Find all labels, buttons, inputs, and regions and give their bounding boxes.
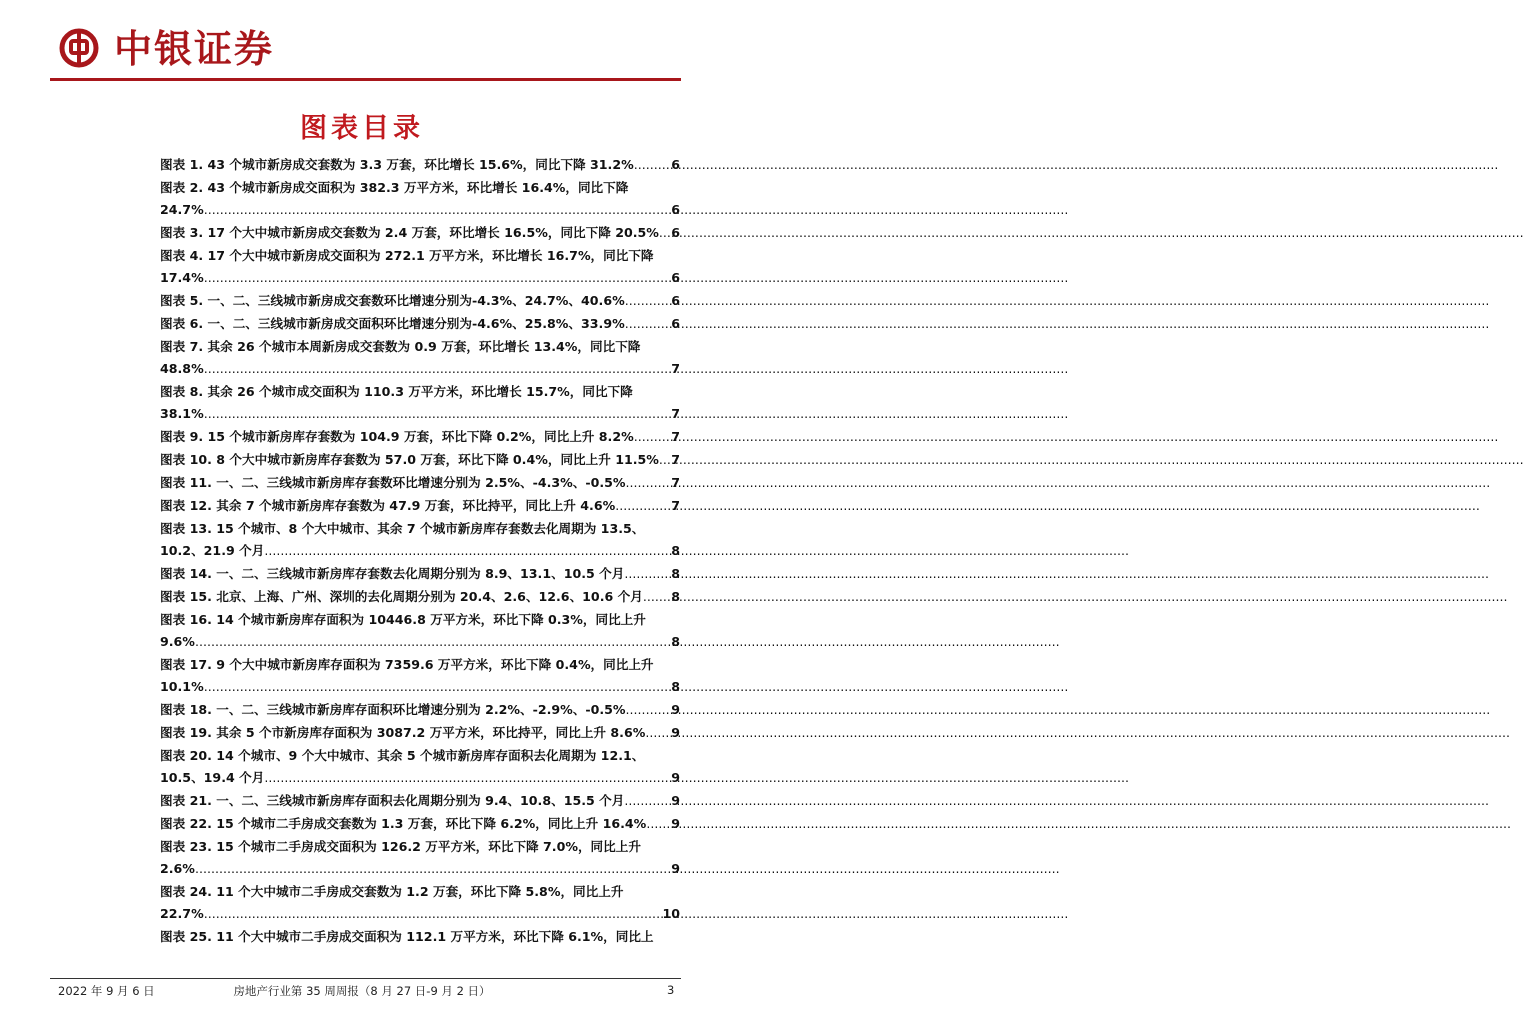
toc-entry-text: 图表 9. 15 个城市新房库存套数为 104.9 万套，环比下降 0.2%，同比上升 8.2% xyxy=(160,429,634,444)
page-header xyxy=(0,0,724,90)
toc-entry[interactable] xyxy=(160,381,680,425)
toc-entry-text: 图表 8. 其余 26 个城市成交面积为 110.3 万平方米，环比增长 15.7%，同比下降 xyxy=(160,384,633,399)
toc-entry[interactable] xyxy=(160,154,680,176)
toc-entry-text: 图表 11. 一、二、三线城市新房库存套数环比增速分别为 2.5%、-4.3%、-0.5% xyxy=(160,475,626,490)
toc-entry-text-continued: 38.1% xyxy=(160,406,204,421)
toc-page-number: 9 xyxy=(671,861,680,876)
toc-page-number: 6 xyxy=(671,225,680,240)
dot-leader xyxy=(643,586,671,608)
dot-leader xyxy=(646,813,671,835)
toc-entry[interactable] xyxy=(160,290,680,312)
toc-entry[interactable] xyxy=(160,518,680,562)
toc-page-number: 8 xyxy=(671,566,680,581)
dot-leader xyxy=(626,699,672,721)
toc-entry-text: 图表 21. 一、二、三线城市新房库存面积去化周期分别为 9.4、10.8、15.5 个月 xyxy=(160,793,625,808)
dot-leader xyxy=(204,903,663,925)
toc-entry-text-continued: 17.4% xyxy=(160,270,204,285)
toc-page-number: 7 xyxy=(671,429,680,444)
toc-entry-text: 图表 7. 其余 26 个城市本周新房成交套数为 0.9 万套，环比增长 13.4%，同比下降 xyxy=(160,339,641,354)
toc-entry-text: 图表 3. 17 个大中城市新房成交套数为 2.4 万套，环比增长 16.5%，同比下降 20.5% xyxy=(160,225,659,240)
toc-page-number: 6 xyxy=(671,316,680,331)
dot-leader xyxy=(204,199,672,221)
toc-page-number: 8 xyxy=(671,679,680,694)
toc-entry[interactable] xyxy=(160,472,680,494)
toc-entry[interactable] xyxy=(160,609,680,653)
table-of-figures xyxy=(160,154,680,949)
toc-entry-text-continued: 10.2、21.9 个月 xyxy=(160,543,265,558)
toc-page-number: 7 xyxy=(671,406,680,421)
toc-page-number: 6 xyxy=(671,270,680,285)
toc-entry-text: 图表 25. 11 个大中城市二手房成交面积为 112.1 万平方米，环比下降 6.1%，同比上 xyxy=(160,929,654,944)
dot-leader xyxy=(264,540,671,562)
toc-page-number: 6 xyxy=(671,157,680,172)
header-divider xyxy=(50,78,681,81)
toc-page-number: 8 xyxy=(671,543,680,558)
dot-leader xyxy=(659,449,671,471)
toc-entry-text: 图表 6. 一、二、三线城市新房成交面积环比增速分别为-4.6%、25.8%、33.9% xyxy=(160,316,625,331)
toc-entry[interactable] xyxy=(160,336,680,380)
dot-leader xyxy=(625,313,672,335)
toc-entry-text: 图表 17. 9 个大中城市新房库存面积为 7359.6 万平方米，环比下降 0.4%，同比上升 xyxy=(160,657,654,672)
toc-entry-text: 图表 1. 43 个城市新房成交套数为 3.3 万套，环比增长 15.6%，同比下降 31.2% xyxy=(160,157,634,172)
toc-entry[interactable] xyxy=(160,177,680,221)
dot-leader xyxy=(659,222,671,244)
toc-entry[interactable] xyxy=(160,563,680,585)
dot-leader xyxy=(195,858,671,880)
bank-of-china-logo-icon xyxy=(59,28,99,68)
toc-entry-text-continued: 48.8% xyxy=(160,361,204,376)
toc-entry-text: 图表 4. 17 个大中城市新房成交面积为 272.1 万平方米，环比增长 16.7%，同比下降 xyxy=(160,248,654,263)
toc-entry-text-continued: 9.6% xyxy=(160,634,195,649)
page-title: 图表目录 xyxy=(300,113,424,144)
dot-leader xyxy=(626,472,672,494)
toc-entry[interactable] xyxy=(160,495,680,517)
dot-leader xyxy=(264,767,671,789)
footer-divider xyxy=(50,978,681,979)
toc-entry[interactable] xyxy=(160,881,680,925)
toc-entry-text: 图表 23. 15 个城市二手房成交面积为 126.2 万平方米，环比下降 7.0%，同比上升 xyxy=(160,839,641,854)
toc-page-number: 9 xyxy=(671,770,680,785)
toc-entry[interactable] xyxy=(160,722,680,744)
toc-page-number: 7 xyxy=(671,361,680,376)
dot-leader xyxy=(195,631,671,653)
toc-entry[interactable] xyxy=(160,813,680,835)
dot-leader xyxy=(204,676,672,698)
toc-entry-text: 图表 16. 14 个城市新房库存面积为 10446.8 万平方米，环比下降 0.3%，同比上升 xyxy=(160,612,646,627)
dot-leader xyxy=(634,426,672,448)
dot-leader xyxy=(634,154,672,176)
toc-entry-text-continued: 10.1% xyxy=(160,679,204,694)
toc-entry[interactable] xyxy=(160,790,680,812)
toc-entry-text: 图表 22. 15 个城市二手房成交套数为 1.3 万套，环比下降 6.2%，同比上升 16.4% xyxy=(160,816,647,831)
toc-page-number: 7 xyxy=(671,475,680,490)
toc-entry-text: 图表 19. 其余 5 个市新房库存面积为 3087.2 万平方米，环比持平，同比上升 8.6% xyxy=(160,725,646,740)
toc-page-number: 10 xyxy=(662,906,680,921)
dot-leader xyxy=(204,358,672,380)
toc-page-number: 7 xyxy=(671,452,680,467)
toc-page-number: 6 xyxy=(671,202,680,217)
toc-entry[interactable] xyxy=(160,654,680,698)
toc-entry-text: 图表 12. 其余 7 个城市新房库存套数为 47.9 万套，环比持平，同比上升 4.6% xyxy=(160,498,616,513)
dot-leader xyxy=(204,403,672,425)
toc-entry-text: 图表 20. 14 个城市、9 个大中城市、其余 5 个城市新房库存面积去化周期为 12.1、 xyxy=(160,748,645,763)
dot-leader xyxy=(625,290,672,312)
toc-entry-text: 图表 15. 北京、上海、广州、深圳的去化周期分别为 20.4、2.6、12.6、10.6 个月 xyxy=(160,589,643,604)
footer-page-number: 3 xyxy=(667,983,675,997)
toc-page-number: 8 xyxy=(671,589,680,604)
toc-page-number: 7 xyxy=(671,498,680,513)
dot-leader xyxy=(615,495,671,517)
toc-entry-text: 图表 18. 一、二、三线城市新房库存面积环比增速分别为 2.2%、-2.9%、-0.5% xyxy=(160,702,626,717)
toc-entry[interactable] xyxy=(160,586,680,608)
toc-entry-text: 图表 5. 一、二、三线城市新房成交套数环比增速分别为-4.3%、24.7%、40.6% xyxy=(160,293,625,308)
toc-entry[interactable] xyxy=(160,699,680,721)
brand-name: 中银证券 xyxy=(114,26,275,71)
footer-report-title: 房地产行业第 35 周周报（8 月 27 日-9 月 2 日） xyxy=(233,984,491,998)
toc-page-number: 9 xyxy=(671,725,680,740)
dot-leader xyxy=(645,722,671,744)
toc-entry-text-continued: 24.7% xyxy=(160,202,204,217)
toc-entry[interactable] xyxy=(160,426,680,448)
dot-leader xyxy=(624,790,671,812)
toc-entry[interactable] xyxy=(160,222,680,244)
toc-entry[interactable] xyxy=(160,245,680,289)
toc-entry-text: 图表 24. 11 个大中城市二手房成交套数为 1.2 万套，环比下降 5.8%，同比上升 xyxy=(160,884,624,899)
toc-entry[interactable] xyxy=(160,745,680,789)
dot-leader xyxy=(624,563,671,585)
toc-entry-text-continued: 2.6% xyxy=(160,861,195,876)
toc-entry-text: 图表 13. 15 个城市、8 个大中城市、其余 7 个城市新房库存套数去化周期为 13.5、 xyxy=(160,521,645,536)
toc-entry[interactable] xyxy=(160,449,680,471)
footer-date: 2022 年 9 月 6 日 xyxy=(58,984,155,998)
toc-entry[interactable] xyxy=(160,313,680,335)
toc-page-number: 9 xyxy=(671,793,680,808)
toc-entry[interactable] xyxy=(160,836,680,880)
toc-page-number: 9 xyxy=(671,702,680,717)
toc-entry-text: 图表 10. 8 个大中城市新房库存套数为 57.0 万套，环比下降 0.4%，同比上升 11.5% xyxy=(160,452,659,467)
toc-page-number: 8 xyxy=(671,634,680,649)
toc-entry-text: 图表 14. 一、二、三线城市新房库存套数去化周期分别为 8.9、13.1、10.5 个月 xyxy=(160,566,625,581)
toc-entry[interactable] xyxy=(160,926,680,948)
toc-page-number: 6 xyxy=(671,293,680,308)
toc-entry-text: 图表 2. 43 个城市新房成交面积为 382.3 万平方米，环比增长 16.4%，同比下降 xyxy=(160,180,629,195)
dot-leader xyxy=(204,267,672,289)
toc-entry-text-continued: 10.5、19.4 个月 xyxy=(160,770,265,785)
toc-page-number: 9 xyxy=(671,816,680,831)
toc-entry-text-continued: 22.7% xyxy=(160,906,204,921)
